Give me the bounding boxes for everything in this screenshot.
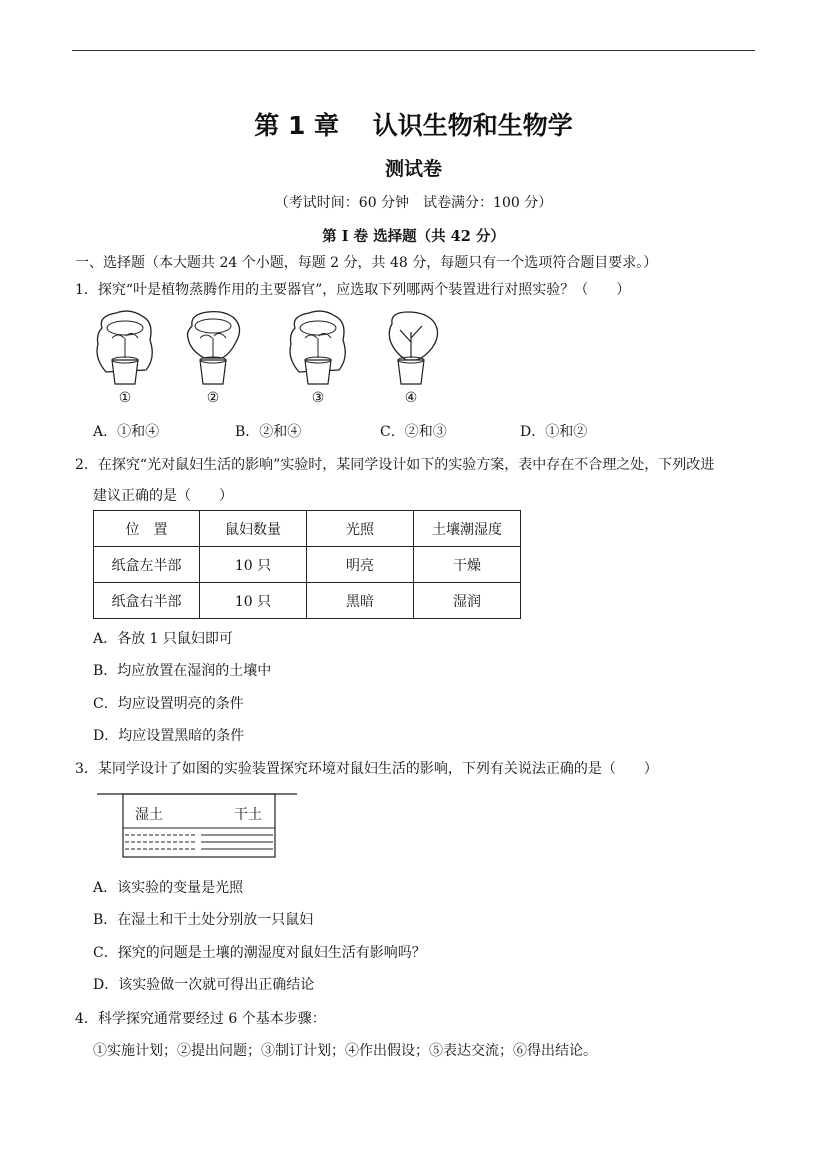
q3-option-b: B．在湿土和干土处分别放一只鼠妇 (93, 912, 314, 928)
q2-option-b: B．均应放置在湿润的土壤中 (93, 663, 272, 679)
table-header: 位 置 (94, 511, 200, 547)
q1-option-b: B．②和④ (235, 424, 302, 440)
header-rule (72, 50, 755, 51)
q3-option-c: C．探究的问题是土壤的潮湿度对鼠妇生活有影响吗？ (93, 945, 426, 961)
q2-stem-line1: 2．在探究“光对鼠妇生活的影响”实验时，某同学设计如下的实验方案，表中存在不合理之处，下列改进 (75, 457, 715, 473)
q1-option-a: A．①和④ (93, 424, 160, 440)
table-cell: 黑暗 (307, 583, 414, 619)
table-cell: 干燥 (414, 547, 521, 583)
q4-stem: 4．科学探究通常要经过 6 个基本步骤： (75, 1011, 326, 1027)
table-cell: 10 只 (200, 583, 307, 619)
diagram-label-wet-soil: 湿土 (135, 807, 163, 823)
soil-box-diagram (97, 790, 299, 862)
table-header: 光照 (307, 511, 414, 547)
q3-stem: 3．某同学设计了如图的实验装置探究环境对鼠妇生活的影响，下列有关说法正确的是（ ） (75, 761, 658, 777)
q2-option-c: C．均应设置明亮的条件 (93, 696, 244, 712)
q4-steps: ①实施计划；②提出问题；③制订计划；④作出假设；⑤表达交流；⑥得出结论。 (93, 1043, 597, 1059)
table-row (94, 547, 521, 583)
table-header: 鼠妇数量 (200, 511, 307, 547)
table-header: 土壤潮湿度 (414, 511, 521, 547)
table-cell: 湿润 (414, 583, 521, 619)
table-header-row (94, 511, 521, 547)
figure-label-4: ④ (404, 390, 418, 406)
plant-with-leaves-stem-bagged-icon (178, 308, 248, 390)
table-cell: 纸盒右半部 (94, 583, 200, 619)
figure-label-2: ② (206, 390, 220, 406)
figure-label-1: ① (118, 390, 132, 406)
doc-subtitle: 测试卷 (384, 158, 442, 180)
q1-stem: 1．探究“叶是植物蒸腾作用的主要器官”，应选取下列哪两个装置进行对照实验？（ ） (75, 282, 631, 298)
q2-table (93, 510, 521, 619)
q2-stem-line2: 建议正确的是（ ） (93, 488, 233, 504)
q1-option-d: D．①和② (520, 424, 588, 440)
plant-with-leaves-bagged-icon (90, 308, 160, 390)
q3-option-a: A．该实验的变量是光照 (93, 880, 244, 896)
section-heading: 第 I 卷 选择题（共 42 分） (322, 228, 505, 245)
plant-without-leaves-bagged-icon (376, 308, 446, 390)
q2-option-d: D．均应设置黑暗的条件 (93, 728, 245, 744)
exam-meta: （考试时间：60 分钟 试卷满分：100 分） (274, 195, 553, 211)
table-cell: 10 只 (200, 547, 307, 583)
diagram-label-dry-soil: 干土 (234, 807, 262, 823)
table-row (94, 583, 521, 619)
plant-with-leaves-bagged-icon-2 (283, 308, 353, 390)
table-cell: 明亮 (307, 547, 414, 583)
table-cell: 纸盒左半部 (94, 547, 200, 583)
figure-label-3: ③ (311, 390, 325, 406)
q1-option-c: C．②和③ (380, 424, 447, 440)
q2-option-a: A．各放 1 只鼠妇即可 (93, 631, 233, 647)
doc-title: 第 1 章 认识生物和生物学 (254, 111, 573, 140)
section-instructions: 一、选择题（本大题共 24 个小题，每题 2 分，共 48 分，每题只有一个选项符合题目要求。） (75, 255, 658, 271)
q3-option-d: D．该实验做一次就可得出正确结论 (93, 977, 315, 993)
